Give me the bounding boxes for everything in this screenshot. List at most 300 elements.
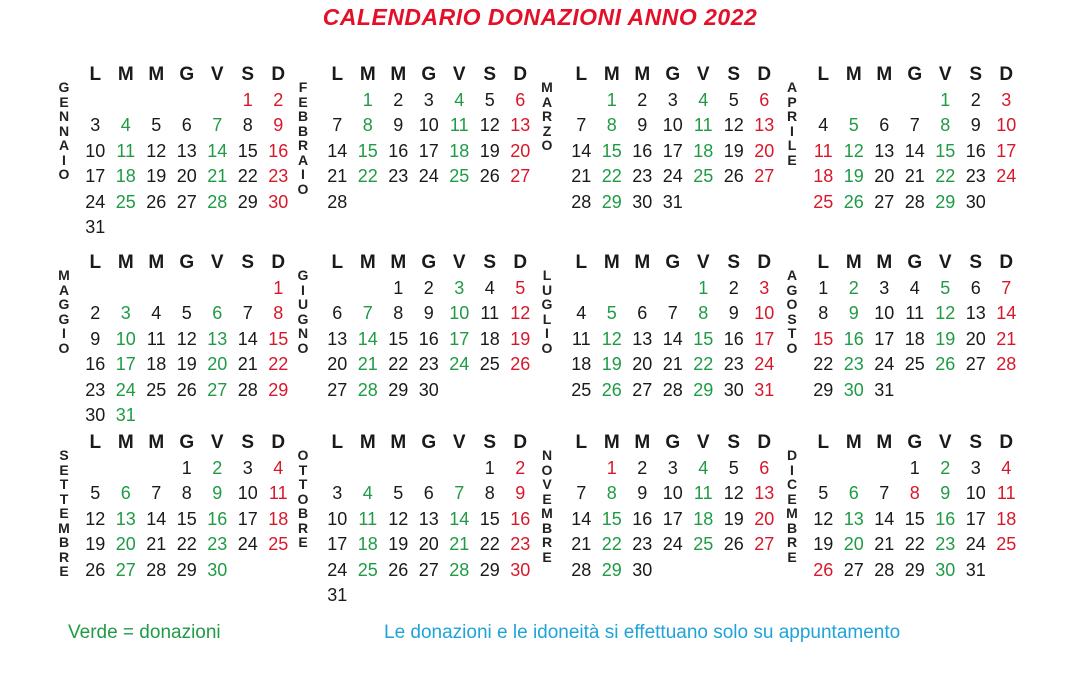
day-cell: 13 [176, 140, 197, 161]
day-cell: 1 [242, 89, 253, 110]
day-cell: 16 [632, 508, 653, 529]
day-cell: 25 [571, 379, 592, 400]
day-cell: 20 [510, 140, 531, 161]
day-cell: 18 [268, 508, 289, 529]
weekday-header: V [696, 432, 710, 453]
day-cell: 9 [273, 115, 284, 135]
day-cell: 16 [632, 140, 653, 161]
month-days-grid [80, 430, 294, 583]
day-cell: 29 [601, 191, 622, 212]
day-cell: 6 [212, 303, 223, 323]
day-cell: 26 [146, 191, 167, 212]
empty-cell [202, 88, 233, 114]
day-cell: 10 [115, 328, 136, 349]
day-cell: 29 [904, 559, 925, 580]
day-cell: 12 [601, 328, 622, 349]
weekday-header: S [727, 64, 741, 85]
day-cell: 25 [996, 534, 1017, 554]
day-cell: 23 [632, 166, 653, 186]
empty-cell [141, 88, 172, 114]
empty-cell [414, 456, 445, 482]
day-cell: 31 [115, 405, 136, 425]
day-cell: 24 [327, 559, 348, 580]
weekday-header: S [241, 432, 255, 453]
day-cell: 18 [813, 166, 834, 186]
day-cell: 16 [723, 328, 744, 349]
day-cell: 12 [176, 328, 197, 349]
day-cell: 22 [693, 354, 714, 374]
day-cell: 24 [662, 166, 683, 186]
day-cell: 9 [848, 303, 859, 323]
day-cell: 6 [759, 89, 770, 110]
day-cell: 4 [576, 303, 587, 323]
day-cell: 21 [996, 328, 1017, 349]
weekday-header: G [665, 252, 681, 273]
weekday-header: D [513, 432, 528, 453]
day-cell: 20 [115, 534, 136, 554]
month-days-grid [808, 62, 1022, 215]
day-cell: 17 [965, 508, 986, 529]
day-cell: 17 [418, 140, 439, 161]
day-cell: 6 [637, 303, 648, 323]
day-cell: 14 [996, 303, 1017, 323]
day-cell: 1 [362, 89, 373, 110]
day-cell: 16 [418, 328, 439, 349]
day-cell: 11 [116, 140, 136, 161]
day-cell: 10 [418, 115, 439, 135]
month-days-grid [322, 430, 536, 609]
weekday-header: M [845, 64, 862, 85]
day-cell: 6 [970, 277, 981, 298]
weekday-header: V [210, 64, 224, 85]
day-cell: 7 [576, 483, 587, 503]
day-cell: 27 [176, 191, 197, 212]
day-cell: 7 [1001, 277, 1012, 298]
month-days-grid [808, 430, 1022, 583]
day-cell: 8 [484, 483, 495, 503]
day-cell: 25 [479, 354, 500, 374]
appointment-note: Le donazioni e le idoneità si effettuano solo su appuntamento [384, 622, 901, 643]
day-cell: 19 [388, 534, 409, 554]
weekday-header: V [938, 64, 952, 85]
day-cell: 14 [237, 328, 258, 349]
day-cell: 20 [754, 508, 775, 529]
weekday-header: G [907, 64, 923, 85]
day-cell: 15 [176, 508, 197, 529]
day-cell: 6 [515, 89, 526, 110]
day-cell: 28 [449, 559, 470, 580]
day-cell: 7 [212, 115, 223, 135]
day-cell: 3 [970, 457, 981, 478]
day-cell: 12 [935, 303, 956, 323]
day-cell: 6 [120, 483, 131, 503]
month-name: M A R Z O [541, 79, 553, 153]
empty-cell [808, 456, 839, 482]
day-cell: 4 [909, 277, 920, 298]
empty-cell [202, 276, 233, 302]
day-cell: 7 [151, 483, 162, 503]
day-cell: 18 [693, 508, 714, 529]
day-cell: 2 [423, 277, 434, 298]
day-cell: 11 [813, 140, 833, 161]
empty-cell [141, 276, 172, 302]
day-cell: 5 [848, 115, 859, 135]
day-cell: 5 [940, 277, 951, 298]
day-cell: 28 [996, 354, 1017, 374]
day-cell: 30 [843, 379, 864, 400]
weekday-header: S [241, 64, 255, 85]
empty-cell [172, 88, 203, 114]
day-cell: 13 [327, 328, 348, 349]
day-cell: 10 [874, 303, 895, 323]
day-cell: 30 [965, 191, 986, 212]
empty-cell [444, 456, 475, 482]
day-cell: 11 [480, 303, 500, 323]
day-cell: 20 [632, 354, 653, 374]
weekday-header: L [331, 64, 344, 85]
day-cell: 7 [576, 115, 587, 135]
day-cell: 8 [181, 483, 192, 503]
day-cell: 4 [151, 303, 162, 323]
day-cell: 10 [327, 508, 348, 529]
empty-cell [566, 456, 597, 482]
month-days-grid [566, 250, 780, 403]
day-cell: 11 [358, 508, 378, 529]
day-cell: 30 [723, 379, 744, 400]
day-cell: 6 [181, 115, 192, 135]
weekday-header: M [876, 432, 893, 453]
day-cell: 21 [874, 534, 895, 554]
weekday-header: M [359, 252, 376, 273]
day-cell: 5 [151, 115, 162, 135]
empty-cell [658, 276, 689, 302]
day-cell: 7 [909, 115, 920, 135]
day-cell: 27 [327, 379, 348, 400]
day-cell: 27 [874, 191, 895, 212]
day-cell: 8 [362, 115, 373, 135]
day-cell: 23 [207, 534, 228, 554]
day-cell: 12 [510, 303, 531, 323]
weekday-header: M [148, 252, 165, 273]
weekday-header: M [117, 432, 134, 453]
day-cell: 16 [207, 508, 228, 529]
day-cell: 22 [176, 534, 197, 554]
day-cell: 1 [909, 457, 920, 478]
day-cell: 6 [879, 115, 890, 135]
day-cell: 13 [510, 115, 531, 135]
day-cell: 9 [728, 303, 739, 323]
weekday-header: S [483, 432, 497, 453]
day-cell: 14 [449, 508, 470, 529]
day-cell: 28 [904, 191, 925, 212]
empty-cell [353, 456, 384, 482]
day-cell: 4 [273, 457, 284, 478]
day-cell: 8 [909, 483, 920, 503]
day-cell: 25 [146, 379, 167, 400]
day-cell: 5 [728, 89, 739, 110]
day-cell: 4 [818, 115, 829, 135]
day-cell: 3 [120, 303, 131, 323]
day-cell: 24 [754, 354, 775, 374]
weekday-header: M [876, 64, 893, 85]
day-cell: 18 [357, 534, 378, 554]
day-cell: 28 [237, 379, 258, 400]
day-cell: 21 [571, 534, 592, 554]
day-cell: 24 [662, 534, 683, 554]
day-cell: 7 [667, 303, 678, 323]
day-cell: 18 [571, 354, 592, 374]
weekday-header: M [845, 252, 862, 273]
weekday-header: S [241, 252, 255, 273]
month-name: M A G G I O [58, 267, 70, 356]
day-cell: 8 [606, 115, 617, 135]
weekday-header: L [817, 252, 830, 273]
day-cell: 2 [637, 89, 648, 110]
day-cell: 14 [904, 140, 925, 161]
day-cell: 12 [388, 508, 409, 529]
day-cell: 20 [176, 166, 197, 186]
day-cell: 18 [904, 328, 925, 349]
day-cell: 24 [237, 534, 258, 554]
day-cell: 6 [848, 483, 859, 503]
weekday-header: D [757, 252, 772, 273]
day-cell: 15 [601, 140, 622, 161]
day-cell: 20 [965, 328, 986, 349]
day-cell: 17 [662, 508, 683, 529]
day-cell: 17 [327, 534, 348, 554]
day-cell: 9 [970, 115, 981, 135]
day-cell: 31 [85, 217, 106, 237]
day-cell: 31 [754, 379, 775, 400]
day-cell: 16 [268, 140, 289, 161]
day-cell: 8 [242, 115, 253, 135]
day-cell: 17 [874, 328, 895, 349]
weekday-header: D [513, 64, 528, 85]
day-cell: 27 [510, 166, 531, 186]
day-cell: 13 [843, 508, 864, 529]
day-cell: 29 [237, 191, 258, 212]
empty-cell [80, 456, 111, 482]
day-cell: 28 [662, 379, 683, 400]
empty-cell [233, 276, 264, 302]
day-cell: 23 [723, 354, 744, 374]
day-cell: 16 [85, 354, 106, 374]
weekday-header: D [271, 432, 286, 453]
empty-cell [322, 276, 353, 302]
day-cell: 12 [85, 508, 106, 529]
weekday-header: M [634, 432, 651, 453]
day-cell: 30 [632, 559, 653, 580]
day-cell: 22 [388, 354, 409, 374]
day-cell: 26 [935, 354, 956, 374]
day-cell: 4 [1001, 457, 1012, 478]
day-cell: 27 [843, 559, 864, 580]
day-cell: 1 [818, 277, 829, 298]
day-cell: 25 [268, 534, 289, 554]
day-cell: 25 [693, 166, 714, 186]
day-cell: 25 [904, 354, 925, 374]
day-cell: 10 [996, 115, 1017, 135]
weekday-header: M [148, 64, 165, 85]
day-cell: 25 [115, 191, 136, 212]
weekday-header: G [907, 432, 923, 453]
day-cell: 26 [843, 191, 864, 212]
empty-cell [111, 456, 142, 482]
day-cell: 28 [207, 191, 228, 212]
day-cell: 8 [393, 303, 404, 323]
day-cell: 1 [698, 277, 709, 298]
day-cell: 13 [207, 328, 228, 349]
day-cell: 25 [693, 534, 714, 554]
day-cell: 13 [754, 483, 775, 503]
day-cell: 15 [268, 328, 289, 349]
day-cell: 3 [332, 483, 343, 503]
day-cell: 27 [632, 379, 653, 400]
day-cell: 26 [388, 559, 409, 580]
month-name: O T T O B R E [297, 447, 309, 550]
day-cell: 18 [115, 166, 136, 186]
day-cell: 24 [115, 379, 136, 400]
weekday-header: D [513, 252, 528, 273]
day-cell: 28 [571, 191, 592, 212]
day-cell: 9 [90, 328, 101, 349]
day-cell: 21 [357, 354, 378, 374]
day-cell: 1 [393, 277, 404, 298]
weekday-header: M [359, 64, 376, 85]
empty-cell [353, 276, 384, 302]
day-cell: 29 [813, 379, 834, 400]
day-cell: 26 [176, 379, 197, 400]
day-cell: 11 [905, 303, 925, 323]
day-cell: 20 [843, 534, 864, 554]
day-cell: 15 [693, 328, 714, 349]
day-cell: 4 [698, 457, 709, 478]
weekday-header: S [483, 252, 497, 273]
day-cell: 4 [454, 89, 465, 110]
day-cell: 23 [418, 354, 439, 374]
day-cell: 20 [874, 166, 895, 186]
weekday-header: D [999, 64, 1014, 85]
day-cell: 29 [935, 191, 956, 212]
day-cell: 21 [237, 354, 258, 374]
weekday-header: M [876, 252, 893, 273]
day-cell: 27 [115, 559, 136, 580]
day-cell: 29 [268, 379, 289, 400]
empty-cell [900, 88, 931, 114]
day-cell: 21 [662, 354, 683, 374]
day-cell: 29 [601, 559, 622, 580]
weekday-header: V [696, 252, 710, 273]
day-cell: 4 [362, 483, 373, 503]
day-cell: 10 [662, 483, 683, 503]
day-cell: 18 [146, 354, 167, 374]
empty-cell [322, 88, 353, 114]
day-cell: 5 [90, 483, 101, 503]
weekday-header: M [148, 432, 165, 453]
weekday-header: D [999, 252, 1014, 273]
day-cell: 21 [207, 166, 228, 186]
day-cell: 1 [606, 457, 617, 478]
day-cell: 26 [85, 559, 106, 580]
day-cell: 13 [115, 508, 136, 529]
day-cell: 27 [965, 354, 986, 374]
day-cell: 27 [754, 534, 775, 554]
legend-green-note: Verde = donazioni [68, 622, 221, 643]
day-cell: 1 [273, 277, 284, 298]
day-cell: 5 [181, 303, 192, 323]
day-cell: 14 [327, 140, 348, 161]
month-days-grid [566, 62, 780, 215]
day-cell: 29 [693, 379, 714, 400]
day-cell: 9 [423, 303, 434, 323]
weekday-header: L [575, 64, 588, 85]
day-cell: 9 [212, 483, 223, 503]
weekday-header: L [89, 252, 102, 273]
day-cell: 26 [723, 534, 744, 554]
weekday-header: V [452, 64, 466, 85]
day-cell: 30 [632, 191, 653, 212]
day-cell: 21 [327, 166, 348, 186]
day-cell: 4 [698, 89, 709, 110]
weekday-header: G [421, 252, 437, 273]
day-cell: 23 [935, 534, 956, 554]
day-cell: 22 [904, 534, 925, 554]
day-cell: 22 [935, 166, 956, 186]
month-name: A P R I L E [786, 79, 798, 168]
day-cell: 11 [996, 483, 1016, 503]
day-cell: 26 [723, 166, 744, 186]
day-cell: 17 [662, 140, 683, 161]
day-cell: 3 [879, 277, 890, 298]
weekday-header: S [969, 64, 983, 85]
day-cell: 28 [327, 191, 348, 212]
weekday-header: D [999, 432, 1014, 453]
day-cell: 3 [1001, 89, 1012, 110]
day-cell: 3 [454, 277, 465, 298]
day-cell: 2 [970, 89, 981, 110]
day-cell: 14 [207, 140, 228, 161]
day-cell: 25 [357, 559, 378, 580]
weekday-header: S [969, 432, 983, 453]
weekday-header: M [634, 252, 651, 273]
day-cell: 2 [848, 277, 859, 298]
month-name: A G O S T O [786, 267, 798, 356]
day-cell: 9 [515, 483, 526, 503]
weekday-header: S [727, 432, 741, 453]
day-cell: 24 [965, 534, 986, 554]
weekday-header: D [271, 252, 286, 273]
day-cell: 12 [146, 140, 167, 161]
day-cell: 2 [637, 457, 648, 478]
empty-cell [80, 276, 111, 302]
day-cell: 23 [843, 354, 864, 374]
day-cell: 28 [874, 559, 895, 580]
day-cell: 8 [818, 303, 829, 323]
month-days-grid [808, 250, 1022, 403]
weekday-header: M [390, 252, 407, 273]
day-cell: 21 [146, 534, 167, 554]
day-cell: 26 [510, 354, 531, 374]
day-cell: 19 [935, 328, 956, 349]
weekday-header: V [938, 432, 952, 453]
day-cell: 15 [601, 508, 622, 529]
weekday-header: M [390, 432, 407, 453]
day-cell: 12 [843, 140, 864, 161]
month-name: G I U G N O [297, 267, 309, 356]
day-cell: 23 [632, 534, 653, 554]
day-cell: 19 [176, 354, 197, 374]
empty-cell [111, 276, 142, 302]
